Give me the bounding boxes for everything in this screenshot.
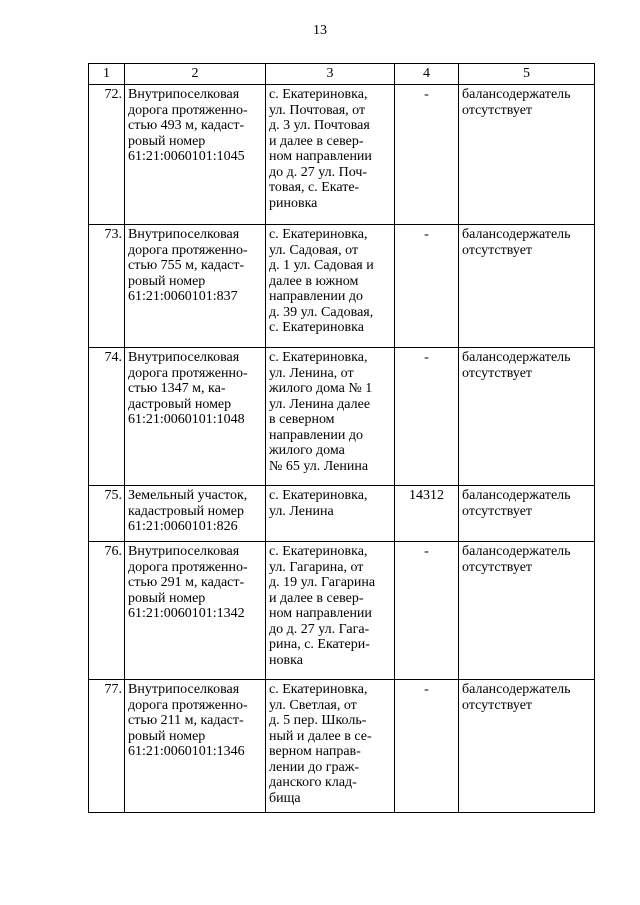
- table-row: [89, 348, 595, 486]
- object-location-line: в северном: [269, 412, 335, 427]
- balance-holder: [459, 85, 595, 225]
- object-description-line: стью 493 м, кадаст-: [128, 118, 245, 133]
- object-location-line: с. Екатериновка,: [269, 544, 368, 559]
- balance-holder: [459, 542, 595, 680]
- object-description: [125, 85, 266, 225]
- object-location-line: ул. Гагарина, от: [269, 559, 364, 575]
- object-location-line: с. Екатериновка,: [269, 350, 368, 365]
- object-location-line: далее в южном: [269, 273, 359, 289]
- object-location-line: д. 39 ул. Садовая,: [269, 304, 374, 320]
- object-location-line: лении до граж-: [269, 759, 360, 775]
- object-description-line: 61:21:0060101:1342: [128, 606, 245, 621]
- object-location-line: и далее в север-: [269, 133, 364, 149]
- table-row: [89, 486, 595, 542]
- object-value: -: [395, 542, 459, 680]
- page-number: 13: [313, 23, 327, 38]
- object-description-line: ровый номер: [128, 728, 206, 744]
- object-location: [266, 85, 395, 225]
- table-row: [89, 542, 595, 680]
- table-row: [89, 225, 595, 348]
- object-description-line: дорога протяженно-: [128, 697, 248, 713]
- object-location: [266, 680, 395, 813]
- object-value: -: [395, 225, 459, 348]
- object-location-line: верном направ-: [269, 744, 361, 759]
- object-location-line: данского клад-: [269, 775, 357, 790]
- object-location-line: с. Екатериновка,: [269, 227, 368, 242]
- balance-holder-line: балансодержатель: [462, 350, 571, 365]
- object-location-line: ул. Ленина: [269, 503, 334, 519]
- object-description-line: Внутрипоселковая: [128, 227, 240, 242]
- table-row: [89, 85, 595, 225]
- object-location-line: д. 19 ул. Гагарина: [269, 575, 376, 590]
- column-header-holder: 5: [459, 64, 595, 85]
- object-location-line: рина, с. Екатери-: [269, 637, 370, 652]
- object-description-line: дорога протяженно-: [128, 102, 248, 118]
- object-location-line: ул. Садовая, от: [269, 242, 359, 258]
- object-description-line: 61:21:0060101:1045: [128, 149, 245, 164]
- object-location-line: ул. Ленина, от: [269, 365, 354, 381]
- object-location-line: до д. 27 ул. Гага-: [269, 621, 370, 637]
- object-location-line: и далее в север-: [269, 590, 364, 606]
- balance-holder-line: отсутствует: [462, 242, 533, 258]
- object-value: -: [395, 85, 459, 225]
- object-value: -: [395, 680, 459, 813]
- object-location-line: новка: [269, 652, 303, 668]
- object-description-line: дорога протяженно-: [128, 559, 248, 575]
- balance-holder: [459, 225, 595, 348]
- object-description-line: Земельный участок,: [128, 488, 248, 503]
- object-location-line: ул. Светлая, от: [269, 697, 357, 713]
- object-location-line: бища: [269, 790, 301, 806]
- column-header-location: 3: [266, 64, 395, 85]
- object-description-line: 61:21:0060101:1048: [128, 412, 245, 427]
- row-number: 72.: [89, 85, 125, 225]
- object-description-line: стью 1347 м, ка-: [128, 381, 226, 396]
- object-location-line: ном направлении: [269, 149, 372, 164]
- object-description: [125, 225, 266, 348]
- object-description-line: дорога протяженно-: [128, 365, 248, 381]
- row-number: 76.: [89, 542, 125, 680]
- object-description-line: Внутрипоселковая: [128, 544, 240, 559]
- column-header-value: 4: [395, 64, 459, 85]
- object-location-line: жилого дома: [269, 443, 345, 458]
- object-location-line: ном направлении: [269, 606, 372, 621]
- object-description-line: ровый номер: [128, 590, 206, 606]
- object-location-line: до д. 27 ул. Поч-: [269, 164, 368, 180]
- balance-holder: [459, 486, 595, 542]
- object-location-line: с. Екатериновка,: [269, 87, 368, 102]
- balance-holder-line: балансодержатель: [462, 227, 571, 242]
- object-description-line: кадастровый номер: [128, 503, 244, 519]
- object-description-line: стью 291 м, кадаст-: [128, 575, 245, 590]
- object-location-line: направлении до: [269, 427, 363, 443]
- object-location: [266, 486, 395, 542]
- object-location-line: д. 3 ул. Почтовая: [269, 118, 370, 133]
- object-location-line: с. Екатериновка,: [269, 488, 368, 503]
- object-location: [266, 542, 395, 680]
- object-description-line: стью 755 м, кадаст-: [128, 258, 245, 273]
- object-description-line: ровый номер: [128, 133, 206, 149]
- registry-table: [88, 63, 595, 813]
- balance-holder: [459, 680, 595, 813]
- row-number: 74.: [89, 348, 125, 486]
- balance-holder-line: балансодержатель: [462, 87, 571, 102]
- object-location-line: направлении до: [269, 289, 363, 304]
- object-location-line: жилого дома № 1: [269, 381, 373, 396]
- object-location: [266, 225, 395, 348]
- balance-holder-line: отсутствует: [462, 697, 533, 713]
- object-description-line: 61:21:0060101:837: [128, 289, 238, 304]
- object-location-line: ный и далее в се-: [269, 728, 372, 744]
- object-location-line: д. 5 пер. Школь-: [269, 713, 367, 728]
- row-number: 77.: [89, 680, 125, 813]
- object-description-line: 61:21:0060101:1346: [128, 744, 245, 759]
- registry-table-body: [89, 64, 595, 813]
- row-number: 75.: [89, 486, 125, 542]
- object-location-line: риновка: [269, 195, 318, 211]
- object-description-line: Внутрипоселковая: [128, 682, 240, 697]
- object-description-line: дастровый номер: [128, 396, 232, 412]
- object-description-line: Внутрипоселковая: [128, 87, 240, 102]
- object-description-line: ровый номер: [128, 273, 206, 289]
- object-value: 14312: [395, 486, 459, 542]
- object-description: [125, 542, 266, 680]
- object-description: [125, 348, 266, 486]
- object-description: [125, 680, 266, 813]
- object-description-line: 61:21:0060101:826: [128, 519, 238, 534]
- object-location-line: с. Екатериновка,: [269, 682, 368, 697]
- table-row: [89, 680, 595, 813]
- object-location-line: товая, с. Екате-: [269, 180, 360, 195]
- object-location-line: № 65 ул. Ленина: [269, 458, 369, 474]
- object-description-line: стью 211 м, кадаст-: [128, 713, 244, 728]
- balance-holder: [459, 348, 595, 486]
- balance-holder-line: балансодержатель: [462, 488, 571, 503]
- balance-holder-line: отсутствует: [462, 503, 533, 519]
- object-location-line: с. Екатериновка: [269, 320, 364, 335]
- column-header-object: 2: [125, 64, 266, 85]
- object-description-line: Внутрипоселковая: [128, 350, 240, 365]
- object-value: -: [395, 348, 459, 486]
- object-location-line: ул. Почтовая, от: [269, 102, 366, 118]
- object-description: [125, 486, 266, 542]
- balance-holder-line: отсутствует: [462, 559, 533, 575]
- table-header-row: [89, 64, 595, 85]
- row-number: 73.: [89, 225, 125, 348]
- object-location-line: д. 1 ул. Садовая и: [269, 258, 374, 273]
- balance-holder-line: отсутствует: [462, 365, 533, 381]
- balance-holder-line: балансодержатель: [462, 682, 571, 697]
- column-header-number: 1: [89, 64, 125, 85]
- object-description-line: дорога протяженно-: [128, 242, 248, 258]
- object-location-line: ул. Ленина далее: [269, 396, 371, 412]
- object-location: [266, 348, 395, 486]
- balance-holder-line: балансодержатель: [462, 544, 571, 559]
- balance-holder-line: отсутствует: [462, 102, 533, 118]
